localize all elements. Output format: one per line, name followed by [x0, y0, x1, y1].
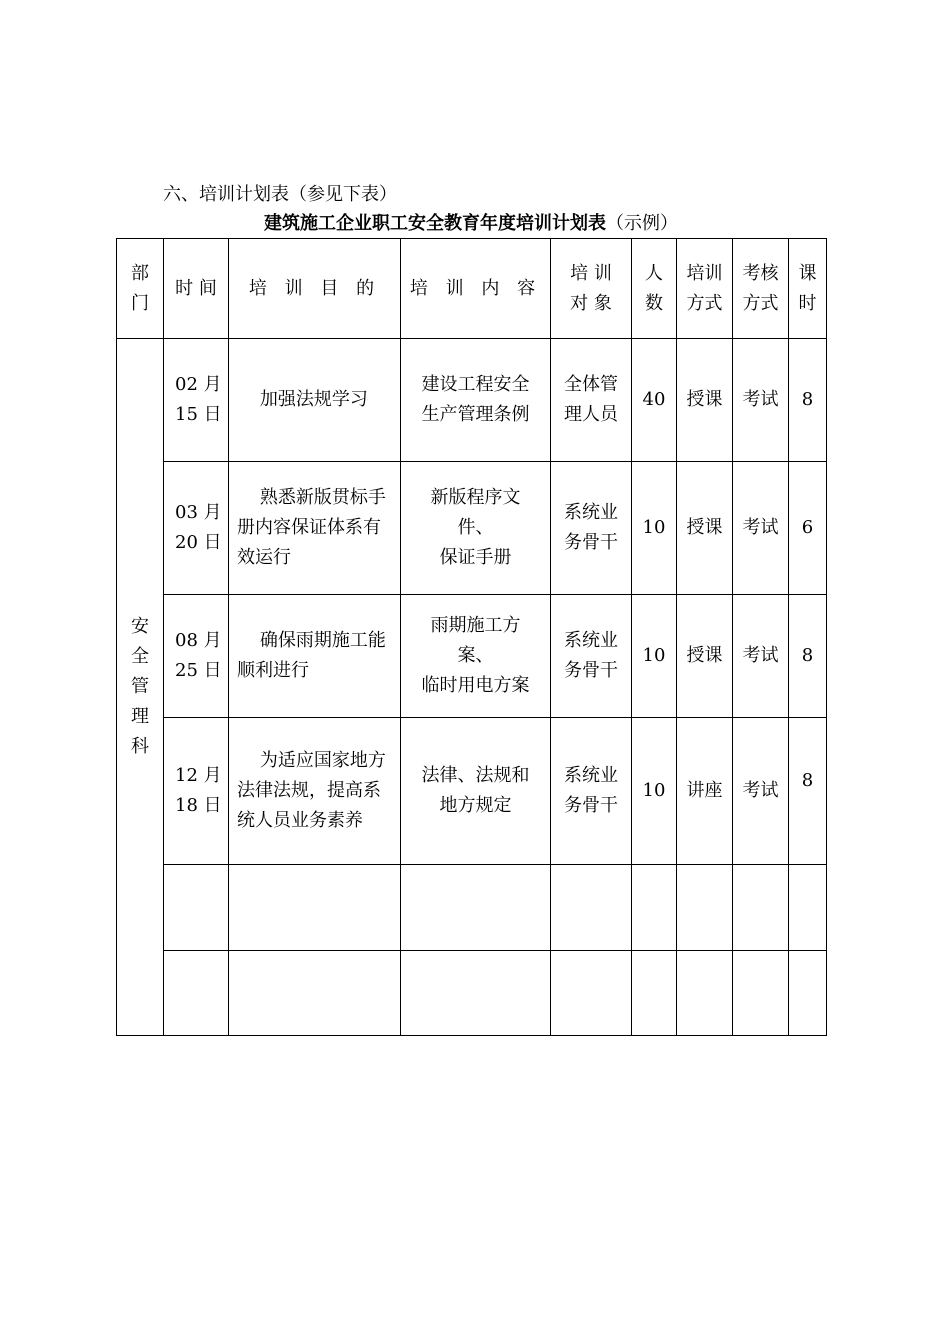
- method-cell: 讲座: [677, 718, 733, 865]
- empty-row: [117, 951, 827, 1036]
- method-cell: 授课: [677, 339, 733, 462]
- date-cell: 03 月 20 日: [164, 462, 229, 595]
- hours-cell: 8: [789, 595, 827, 718]
- count-cell: 40: [632, 339, 677, 462]
- exam-cell: 考试: [733, 595, 789, 718]
- goal-cell: 为适应国家地方法律法规，提高系统人员业务素养: [229, 718, 401, 865]
- date-cell: 12 月 18 日: [164, 718, 229, 865]
- table-title: [116, 212, 826, 236]
- content-cell: 建设工程安全 生产管理条例: [401, 339, 551, 462]
- method-cell: 授课: [677, 595, 733, 718]
- exam-cell: 考试: [733, 339, 789, 462]
- table-title-suffix: （示例）: [606, 213, 678, 234]
- target-cell: 系统业 务骨干: [551, 718, 632, 865]
- empty-row: [117, 865, 827, 951]
- count-cell: 10: [632, 595, 677, 718]
- hours-cell: 8: [789, 718, 827, 865]
- header-target: 培 训 对 象: [551, 239, 632, 339]
- goal-cell: 熟悉新版贯标手册内容保证体系有效运行: [229, 462, 401, 595]
- hours-cell: 8: [789, 339, 827, 462]
- header-count: 人 数: [632, 239, 677, 339]
- target-cell: 系统业 务骨干: [551, 462, 632, 595]
- date-cell: 02 月 15 日: [164, 339, 229, 462]
- count-cell: 10: [632, 462, 677, 595]
- content-cell: 雨期施工方 案、 临时用电方案: [401, 595, 551, 718]
- exam-cell: 考试: [733, 718, 789, 865]
- exam-cell: 考试: [733, 462, 789, 595]
- table-row: [117, 339, 827, 462]
- goal-cell: 确保雨期施工能顺利进行: [229, 595, 401, 718]
- content-cell: 法律、法规和 地方规定: [401, 718, 551, 865]
- header-exam: 考核 方式: [733, 239, 789, 339]
- target-cell: 全体管 理人员: [551, 339, 632, 462]
- hours-cell: 6: [789, 462, 827, 595]
- goal-cell: 加强法规学习: [229, 339, 401, 462]
- header-row: [117, 239, 827, 339]
- header-hours: 课 时: [789, 239, 827, 339]
- content-cell: 新版程序文 件、 保证手册: [401, 462, 551, 595]
- department-cell: 安全管理科: [117, 339, 164, 1036]
- table-row: [117, 462, 827, 595]
- training-plan-table: [116, 238, 827, 1036]
- header-content: 培 训 内 容: [401, 239, 551, 339]
- header-method: 培训 方式: [677, 239, 733, 339]
- header-time: 时 间: [164, 239, 229, 339]
- count-cell: 10: [632, 718, 677, 865]
- table-row: [117, 718, 827, 865]
- header-goal: 培 训 目 的: [229, 239, 401, 339]
- table-title-main: 建筑施工企业职工安全教育年度培训计划表: [264, 213, 606, 234]
- method-cell: 授课: [677, 462, 733, 595]
- date-cell: 08 月 25 日: [164, 595, 229, 718]
- target-cell: 系统业 务骨干: [551, 595, 632, 718]
- section-heading: 六、培训计划表（参见下表）: [163, 184, 397, 205]
- header-dept: 部门: [117, 239, 164, 339]
- table-row: [117, 595, 827, 718]
